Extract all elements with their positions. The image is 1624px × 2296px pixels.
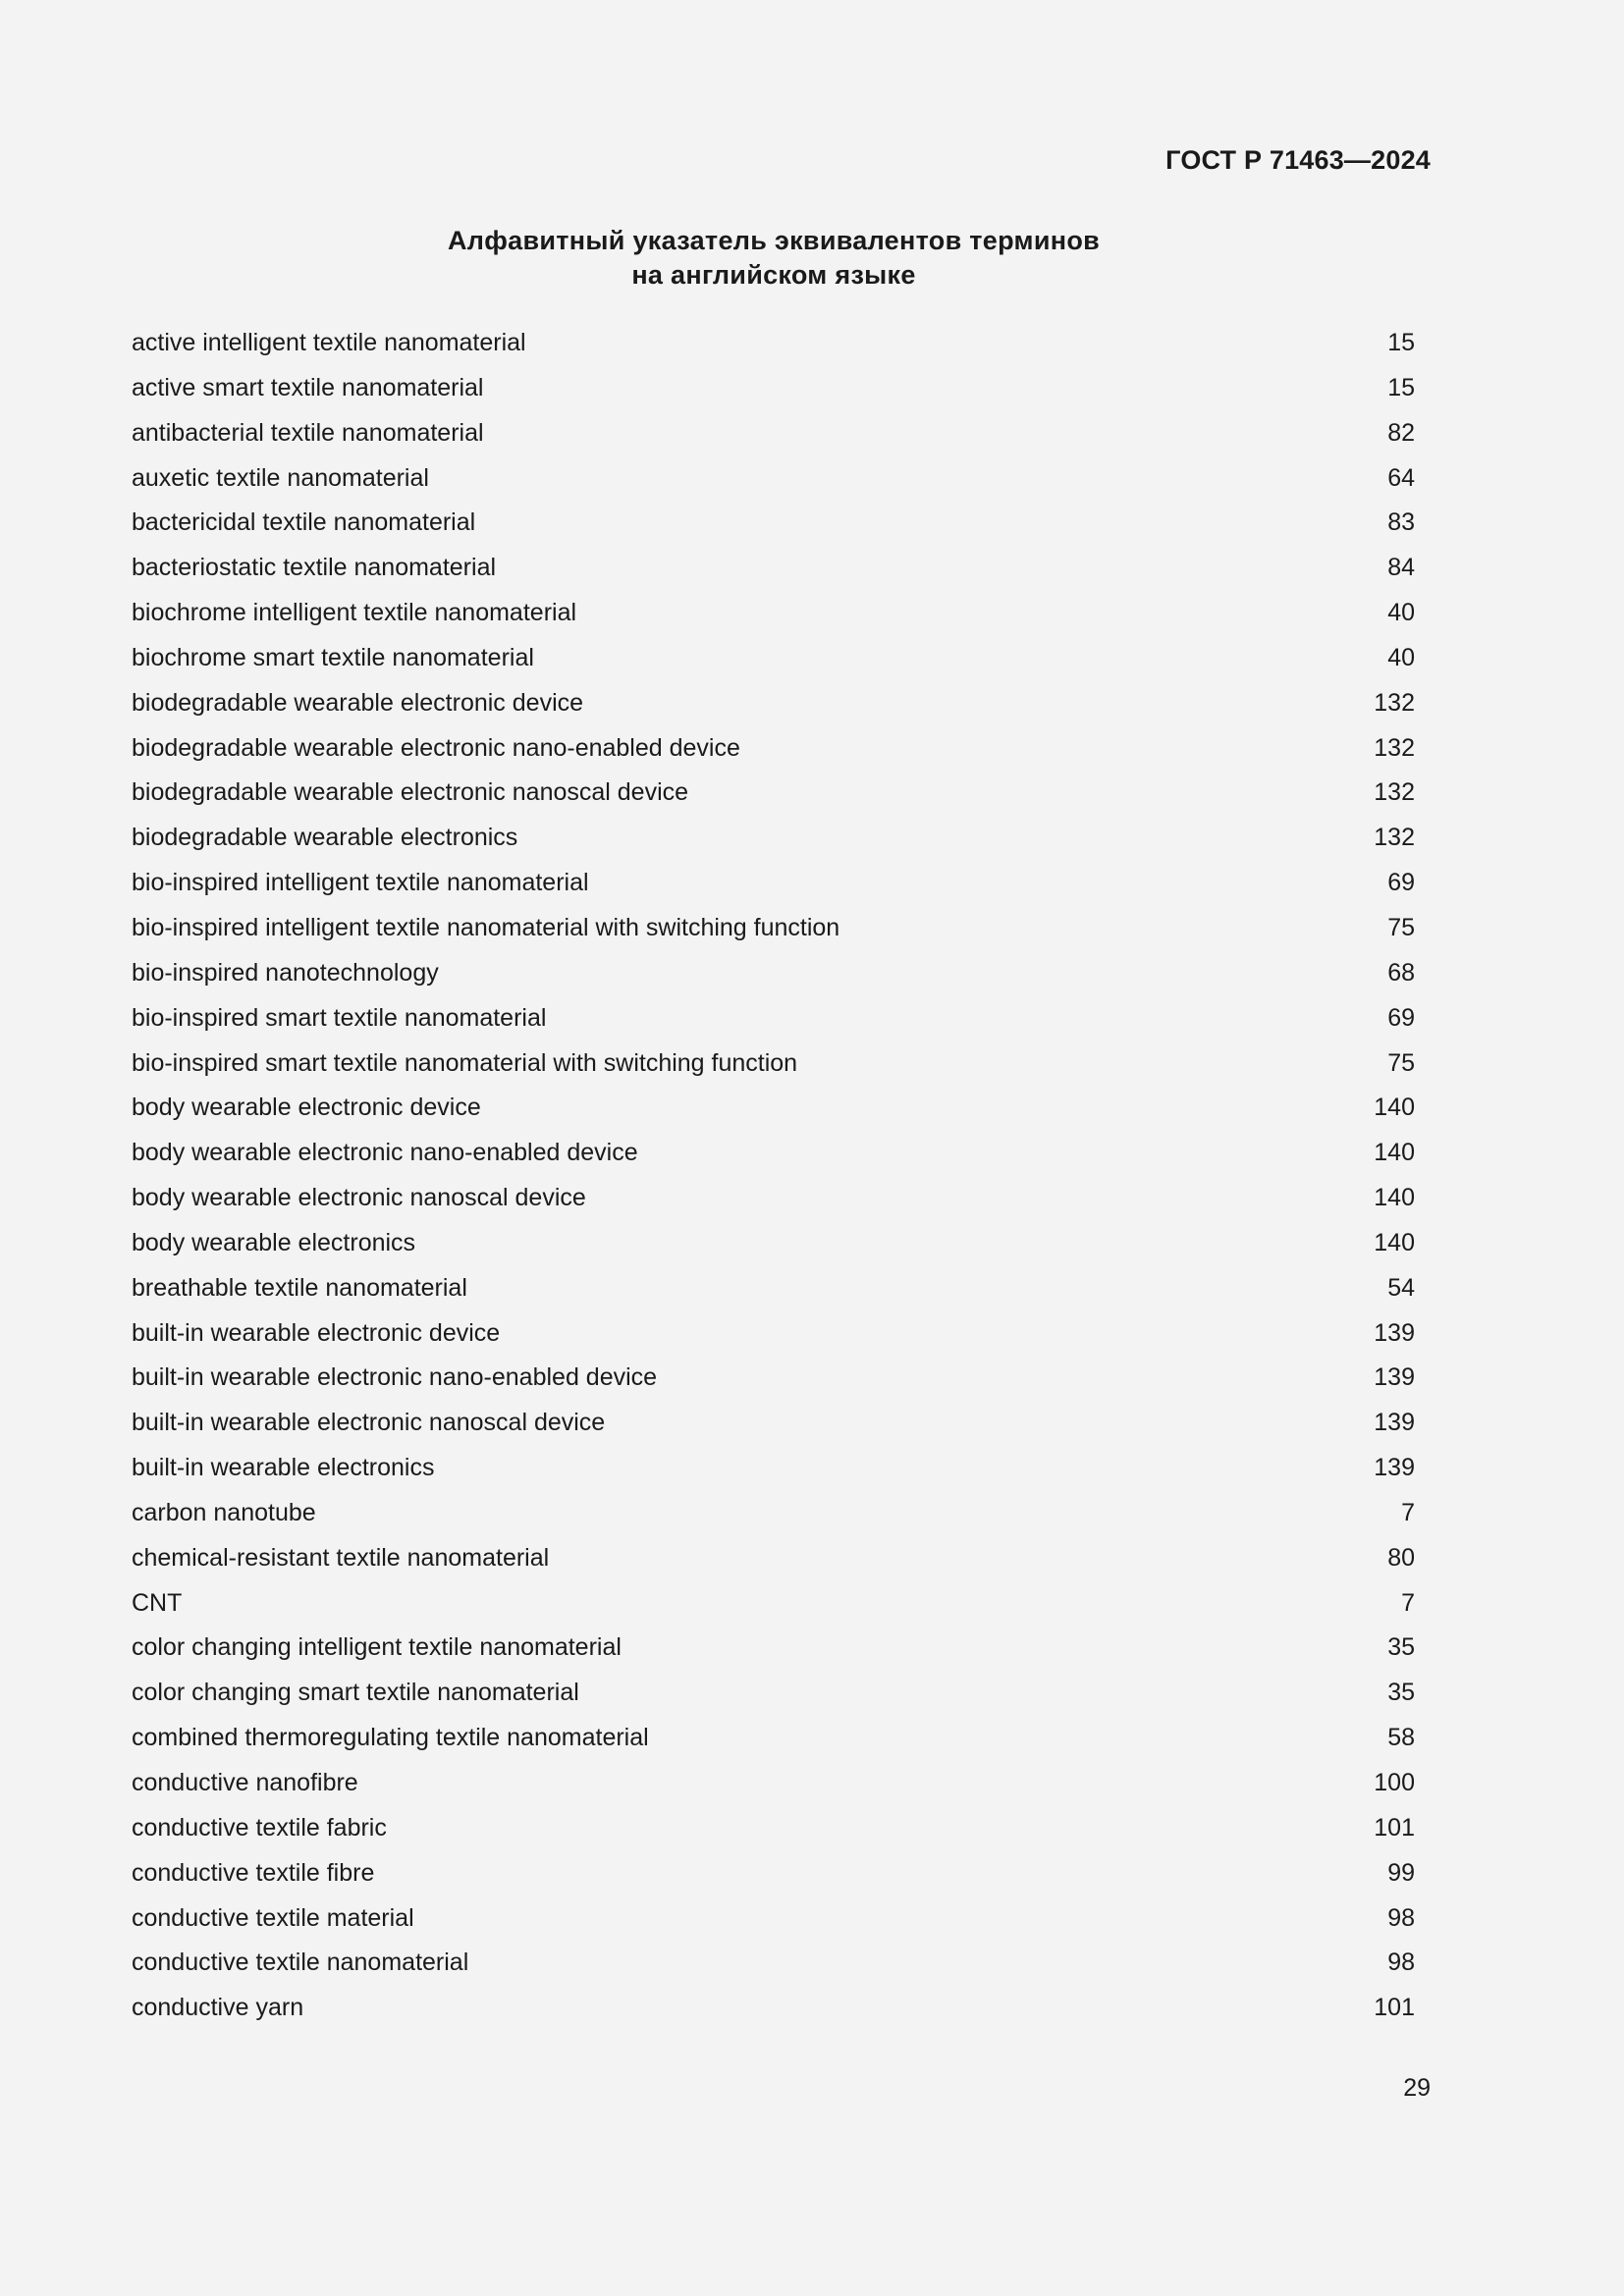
index-term: conductive nanofibre (132, 1769, 358, 1796)
index-entry (132, 508, 1415, 554)
index-entry (132, 419, 1415, 464)
index-entry (132, 1184, 1415, 1229)
index-term-number: 7 (1401, 1588, 1415, 1617)
index-term-number: 139 (1374, 1454, 1415, 1482)
index-term-number: 40 (1387, 599, 1415, 627)
index-term-number: 68 (1387, 958, 1415, 987)
index-entry (132, 1859, 1415, 1904)
index-term-number: 132 (1374, 733, 1415, 762)
index-term: bio-inspired smart textile nanomaterial (132, 1003, 547, 1032)
index-entry (132, 1274, 1415, 1319)
index-term: body wearable electronic nano-enabled device (132, 1139, 638, 1167)
title-line-1: Алфавитный указатель эквивалентов терминов (447, 226, 1101, 255)
index-entry (132, 1904, 1415, 1949)
index-term-number: 140 (1374, 1094, 1415, 1122)
index-term: biodegradable wearable electronic device (132, 688, 584, 717)
index-entry (132, 464, 1415, 509)
index-term: body wearable electronics (132, 1228, 416, 1256)
index-entry (132, 914, 1415, 959)
index-entry (132, 1679, 1415, 1724)
index-entry (132, 734, 1415, 779)
index-term-number: 101 (1374, 1994, 1415, 2022)
index-entry (132, 778, 1415, 824)
index-term: antibacterial textile nanomaterial (132, 418, 484, 447)
index-entry (132, 1769, 1415, 1814)
index-term: body wearable electronic device (132, 1094, 481, 1122)
index-term: active smart textile nanomaterial (132, 373, 484, 401)
page-number: 29 (1403, 2074, 1431, 2102)
index-term-number: 140 (1374, 1228, 1415, 1256)
index-term-number: 35 (1387, 1633, 1415, 1662)
index-term: chemical-resistant textile nanomaterial (132, 1543, 550, 1572)
index-entry (132, 824, 1415, 869)
document-code: ГОСТ Р 71463—2024 (1165, 145, 1431, 175)
index-term: body wearable electronic nanoscal device (132, 1184, 586, 1212)
index-term-number: 140 (1374, 1139, 1415, 1167)
index-entry (132, 1544, 1415, 1589)
index-entry (132, 1319, 1415, 1364)
index-term-number: 140 (1374, 1184, 1415, 1212)
index-term-number: 58 (1387, 1724, 1415, 1752)
index-entry (132, 1454, 1415, 1499)
index-term: biodegradable wearable electronics (132, 824, 518, 852)
index-term-number: 139 (1374, 1363, 1415, 1392)
index-term: built-in wearable electronics (132, 1454, 435, 1482)
index-entry (132, 1049, 1415, 1095)
index-term: breathable textile nanomaterial (132, 1273, 467, 1302)
index-term: bio-inspired intelligent textile nanomaterial (132, 869, 589, 897)
index-term: built-in wearable electronic nano-enabled device (132, 1363, 658, 1392)
index-term-number: 99 (1387, 1858, 1415, 1887)
index-entry (132, 1004, 1415, 1049)
index-term: biochrome intelligent textile nanomaterial (132, 599, 577, 627)
index-term: color changing intelligent textile nanomaterial (132, 1633, 622, 1662)
index-term-number: 75 (1387, 1048, 1415, 1077)
index-entry (132, 1949, 1415, 1994)
index-term: conductive textile fibre (132, 1858, 375, 1887)
index-entry (132, 1633, 1415, 1679)
index-term: biodegradable wearable electronic nanoscal device (132, 778, 689, 807)
index-entry (132, 374, 1415, 419)
index-term-number: 132 (1374, 778, 1415, 807)
index-term-number: 69 (1387, 869, 1415, 897)
index-entry (132, 1094, 1415, 1139)
index-term-number: 84 (1387, 554, 1415, 582)
index-entry (132, 1409, 1415, 1454)
index-term: bio-inspired smart textile nanomaterial with switching function (132, 1048, 798, 1077)
index-term: biodegradable wearable electronic nano-enabled device (132, 733, 740, 762)
index-term: auxetic textile nanomaterial (132, 463, 429, 492)
index-entry (132, 1724, 1415, 1769)
index-term-number: 100 (1374, 1769, 1415, 1796)
index-term: combined thermoregulating textile nanomaterial (132, 1724, 649, 1752)
index-term: conductive yarn (132, 1994, 304, 2022)
index-term-number: 98 (1387, 1903, 1415, 1932)
index-entry (132, 1994, 1415, 2039)
index-term: biochrome smart textile nanomaterial (132, 643, 534, 671)
index-term-number: 139 (1374, 1409, 1415, 1437)
term-index-list (132, 329, 1415, 2039)
index-term-number: 54 (1387, 1273, 1415, 1302)
index-term-number: 40 (1387, 643, 1415, 671)
index-entry (132, 959, 1415, 1004)
index-term-number: 75 (1387, 913, 1415, 941)
index-entry (132, 689, 1415, 734)
page-title (0, 224, 1547, 293)
index-term: bactericidal textile nanomaterial (132, 508, 476, 537)
index-term-number: 83 (1387, 508, 1415, 537)
index-entry (132, 1139, 1415, 1184)
index-term-number: 132 (1374, 688, 1415, 717)
index-term: built-in wearable electronic device (132, 1318, 501, 1347)
index-term-number: 7 (1401, 1498, 1415, 1526)
index-entry (132, 1589, 1415, 1634)
index-term: CNT (132, 1588, 183, 1617)
index-term-number: 80 (1387, 1543, 1415, 1572)
index-term: color changing smart textile nanomaterial (132, 1679, 579, 1707)
index-entry (132, 599, 1415, 644)
index-term-number: 15 (1387, 329, 1415, 356)
index-term: bio-inspired nanotechnology (132, 958, 439, 987)
index-entry (132, 329, 1415, 374)
index-term-number: 64 (1387, 463, 1415, 492)
index-term: conductive textile nanomaterial (132, 1949, 469, 1977)
index-term: built-in wearable electronic nanoscal device (132, 1409, 606, 1437)
index-term-number: 15 (1387, 373, 1415, 401)
index-term-number: 98 (1387, 1949, 1415, 1977)
index-term-number: 35 (1387, 1679, 1415, 1707)
index-term-number: 101 (1374, 1813, 1415, 1842)
index-entry (132, 1499, 1415, 1544)
index-entry (132, 554, 1415, 599)
index-term: bio-inspired intelligent textile nanomaterial with switching function (132, 913, 840, 941)
index-entry (132, 1814, 1415, 1859)
index-term-number: 139 (1374, 1318, 1415, 1347)
index-term: active intelligent textile nanomaterial (132, 329, 526, 356)
index-entry (132, 1229, 1415, 1274)
title-line-2: на английском языке (631, 260, 916, 290)
index-term-number: 69 (1387, 1003, 1415, 1032)
index-term-number: 82 (1387, 418, 1415, 447)
index-term: carbon nanotube (132, 1498, 316, 1526)
index-term: conductive textile fabric (132, 1813, 387, 1842)
index-term-number: 132 (1374, 824, 1415, 852)
index-entry (132, 869, 1415, 914)
index-entry (132, 1363, 1415, 1409)
index-term: bacteriostatic textile nanomaterial (132, 554, 497, 582)
index-entry (132, 644, 1415, 689)
index-term: conductive textile material (132, 1903, 414, 1932)
